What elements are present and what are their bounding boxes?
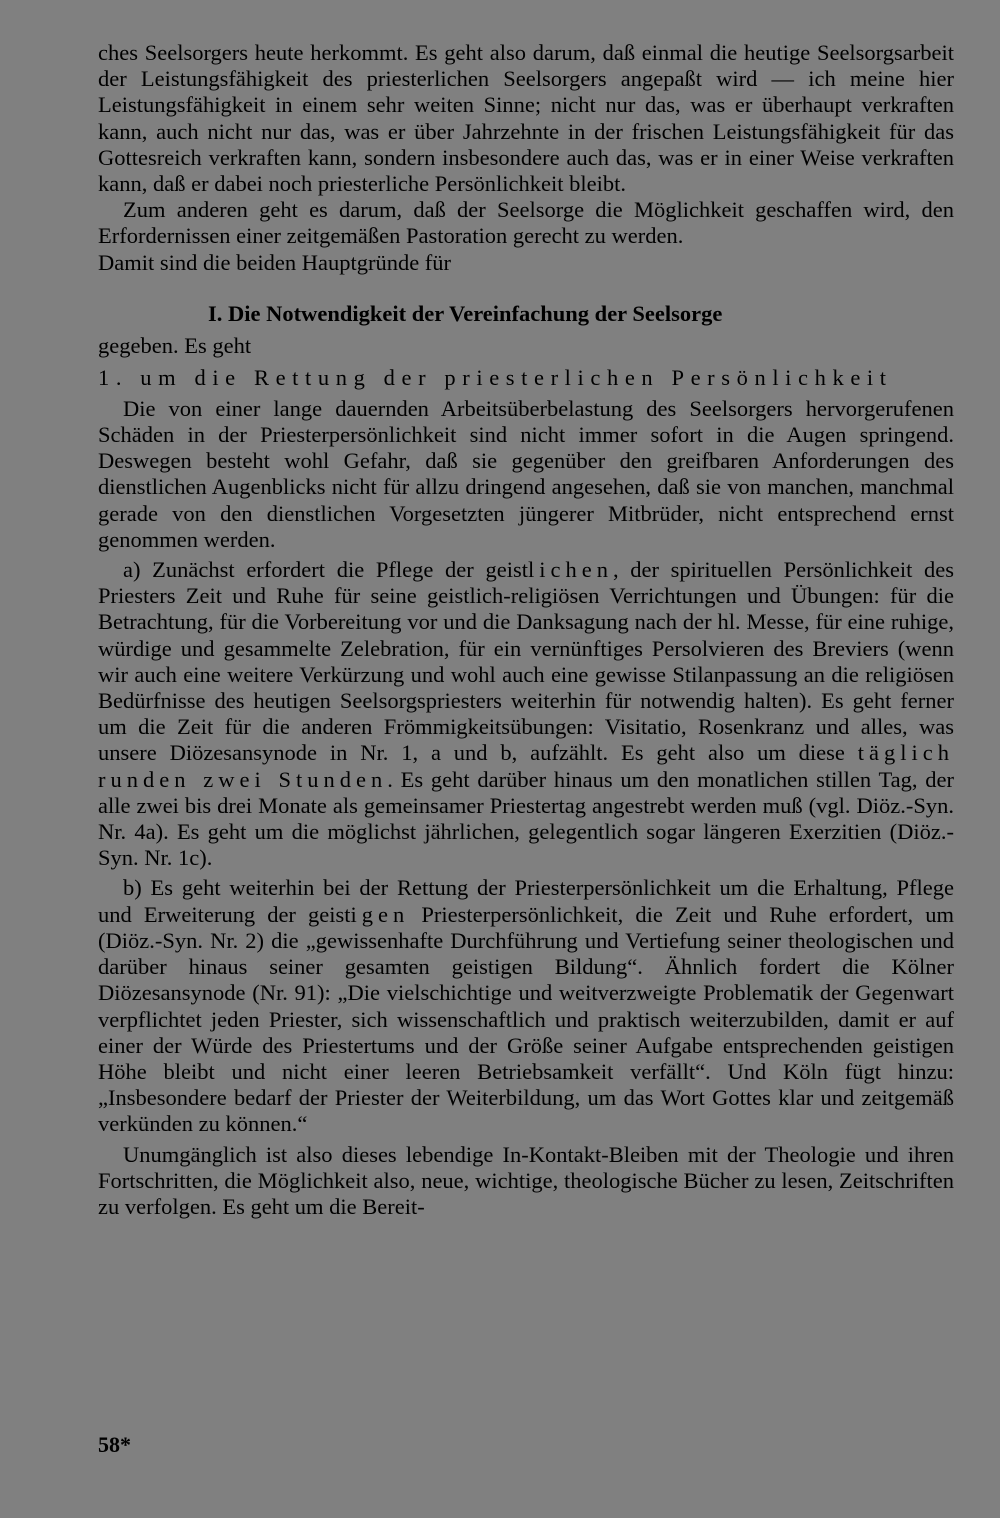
subsection-heading: 1. um die Rettung der priesterlichen Persönlichkeit	[98, 364, 893, 390]
paragraph-5-text-b: Priesterpersönlichkeit, die Zeit und Ruhe erfordert, um (Diöz.-Syn. Nr. 2) die „gewissenhafte Durchführung und Vertiefung seiner theologischen und darüber hinaus seiner gesamten geistigen Bildung“. Ähnlich fordert die Kölner Diözesansynode (Nr. 91): „Die vielschichtige und weitverzweigte Problematik der Gegenwart verpflichtet jeden Priester, sich wissenschaftlich und praktisch weiterzubilden, damit er auf einer der Würde des Priestertums und der Größe seiner Aufgabe entsprechenden geistigen Höhe bleibt und nicht einer leeren Betriebsamkeit verfällt“. Und Köln fügt hinzu: „Insbesondere bedarf der Priester der Weiterbildung, um das Wort Gottes klar und zeitgemäß verkünden zu können.“	[98, 901, 954, 1137]
paragraph-4-text-c: . Es geht darüber hinaus um den monatlichen stillen Tag, der alle zwei bis drei Monate als gemeinsamer Priestertag angestrebt werden muß (vgl. Diöz.-Syn. Nr. 4a). Es geht um die möglichst jährlichen, gelegentlich sogar längeren Exerzitien (Diöz.-Syn. Nr. 1c).	[98, 766, 954, 871]
page-number: 58*	[98, 1432, 131, 1457]
paragraph-4-spaced-2: täglich runden zwei Stunden	[98, 740, 955, 792]
paragraph-1: ches Seelsorgers heute herkommt. Es geht also darum, daß einmal die heutige Seelsorgsarbeit der Leistungsfähigkeit des priesterlichen Seelsorgers angepaßt wird — ich meine hier Leistungsfähigkeit in einem sehr weiten Sinne; nicht nur das, was er überhaupt verkraften kann, auch nicht nur das, was er über Jahrzehnte in der frischen Leistungsfähigkeit für das Gottesreich verkraften kann, sondern insbesondere auch das, was er in einer Weise verkraften kann, daß er dabei noch priesterliche Persönlichkeit bleibt.	[98, 40, 954, 197]
section-heading: I. Die Notwendigkeit der Vereinfachung der Seelsorge	[208, 300, 723, 326]
paragraph-5-spaced: igen	[350, 901, 410, 927]
paragraph-3: Die von einer lange dauernden Arbeitsüberbelastung des Seelsorgers hervorgerufenen Schäden in der Priesterpersönlichkeit sind nicht immer sofort in die Augen springend. Deswegen besteht wohl Gefahr, daß sie gegenüber den greifbaren Anforderungen des dienstlichen Augenblicks nicht für allzu dringend angesehen, daß sie von manchen, manchmal gerade von den dienstlichen Vorgesetzten jüngerer Mitbrüder, nicht entsprechend ernst genommen werden.	[98, 395, 954, 552]
paragraph-4-text-a: a) Zunächst erfordert die Pflege der geist	[123, 557, 528, 583]
paragraph-2-continued: Damit sind die beiden Hauptgründe für	[98, 249, 452, 275]
after-heading-line: gegeben. Es geht	[98, 332, 252, 358]
page-body	[98, 40, 954, 1220]
paragraph-4-a	[98, 557, 954, 871]
paragraph-2: Zum anderen geht es darum, daß der Seelsorge die Möglichkeit geschaffen wird, den Erfordernissen einer zeitgemäßen Pastoration gerecht zu werden.	[98, 197, 954, 249]
paragraph-4-text-b: , der spirituellen Persönlichkeit des Priesters Zeit und Ruhe für seine geistlich-religiösen Verrichtungen und Übungen: für die Betrachtung, für die Vorbereitung vor und die Danksagung nach der hl. Messe, für eine ruhige, würdige und gesammelte Zelebration, für ein vernünftiges Persolvieren des Breviers (wenn wir auch eine weitere Verkürzung und wohl auch eine gewisse Stilanpassung an die religiösen Bedürfnisse des heutigen Seelsorgspriesters weiterhin für notwendig halten). Es geht ferner um die Zeit für die anderen Frömmigkeitsübungen: Visitatio, Rosenkranz und alles, was unsere Diözesansynode in Nr. 1, a und b, aufzählt. Es geht also um diese	[98, 557, 954, 766]
paragraph-5-b	[98, 875, 954, 1137]
paragraph-6: Unumgänglich ist also dieses lebendige In-Kontakt-Bleiben mit der Theologie und ihren Fortschritten, die Möglichkeit also, neue, wichtige, theologische Bücher zu lesen, Zeitschriften zu verfolgen. Es geht um die Bereit-	[98, 1141, 954, 1219]
paragraph-5-text-a: b) Es geht weiterhin bei der Rettung der Priesterpersönlichkeit um die Erhaltung, Pflege und Erweiterung der geist	[98, 875, 954, 927]
paragraph-4-spaced-1: lichen	[527, 557, 613, 583]
